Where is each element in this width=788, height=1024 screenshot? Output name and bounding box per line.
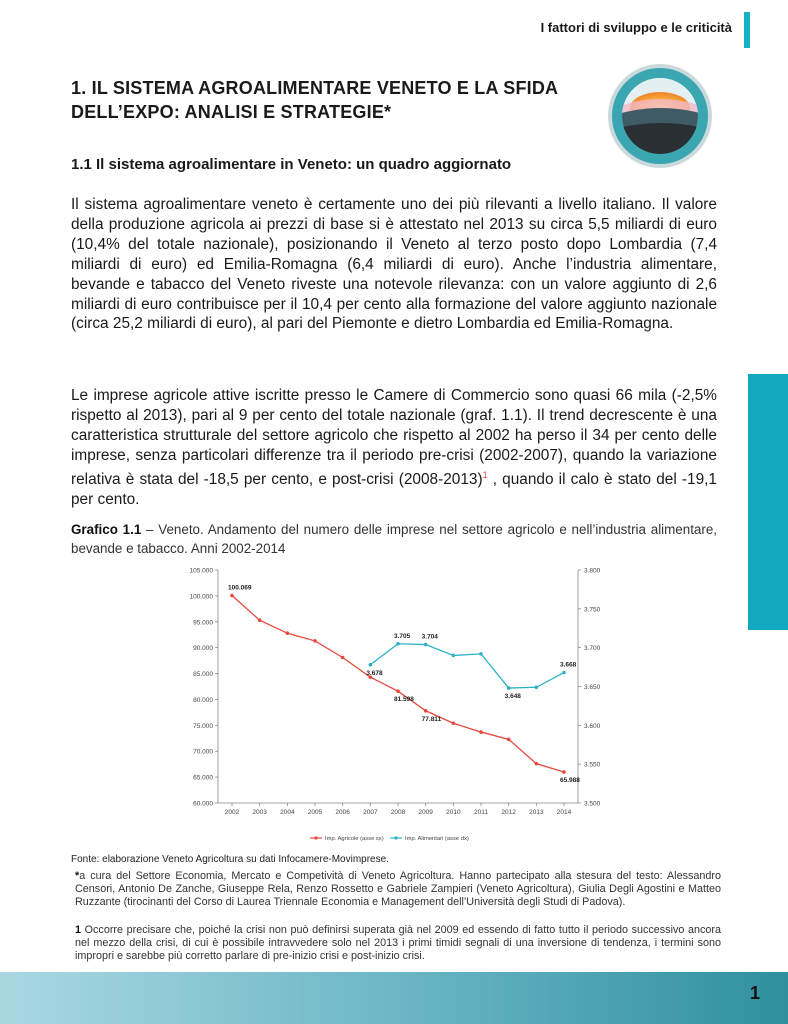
y-left-tick-label: 65.000 <box>193 774 213 782</box>
data-label: 3.705 <box>394 632 411 640</box>
footnote-ref-1[interactable]: 1 <box>482 469 488 480</box>
y-right-tick-label: 3.600 <box>584 722 600 730</box>
series-2-point <box>562 671 566 675</box>
data-label: 65.988 <box>560 776 580 784</box>
x-tick-label: 2002 <box>224 809 240 816</box>
data-label: 100.069 <box>228 584 252 592</box>
page-title: 1. IL SISTEMA AGROALIMENTARE VENETO E LA SFIDA DELL’EXPO: ANALISI E STRATEGIE* <box>71 78 558 122</box>
series-1-point <box>286 631 290 635</box>
series-line-2 <box>370 644 564 688</box>
chart-caption <box>71 520 717 558</box>
x-tick-label: 2012 <box>501 809 516 816</box>
y-left-tick-label: 90.000 <box>193 645 213 653</box>
series-1-point <box>341 656 345 660</box>
series-line-1 <box>232 596 564 772</box>
y-right-tick-label: 3.700 <box>584 645 600 653</box>
y-right-tick-label: 3.550 <box>584 761 600 769</box>
x-tick-label: 2003 <box>252 809 267 816</box>
sunset-logo-icon <box>606 62 714 170</box>
x-tick-label: 2004 <box>280 809 295 816</box>
y-left-tick-label: 85.000 <box>193 671 213 679</box>
series-2-point <box>424 643 428 647</box>
y-right-tick-label: 3.500 <box>584 800 600 808</box>
y-right-tick-label: 3.650 <box>584 684 600 691</box>
series-2-point <box>452 654 456 658</box>
chart-caption-label: Grafico 1.1 <box>71 522 142 537</box>
series-2-point <box>507 686 511 690</box>
series-2-point <box>479 652 483 656</box>
series-1-point <box>424 709 428 713</box>
y-left-tick-label: 100.000 <box>189 593 213 601</box>
series-2-point <box>396 642 400 646</box>
y-left-tick-label: 80.000 <box>193 696 213 704</box>
chart-source: Fonte: elaborazione Veneto Agricoltura su dati Infocamere-Movimprese. <box>71 854 389 865</box>
footnote-1 <box>75 924 721 964</box>
x-tick-label: 2008 <box>390 809 406 816</box>
series-1-point <box>479 730 483 734</box>
data-label: 3.704 <box>421 633 438 641</box>
x-tick-label: 2009 <box>418 809 433 816</box>
series-1-point <box>507 738 511 742</box>
side-accent-tab <box>748 374 788 630</box>
legend-marker-1 <box>314 836 317 839</box>
data-label: 3.648 <box>504 693 521 701</box>
paragraph-2 <box>71 386 717 510</box>
x-tick-label: 2007 <box>363 809 378 816</box>
footnote-star <box>75 870 721 910</box>
chart-caption-text: – Veneto. Andamento del numero delle imprese nel settore agricolo e nell’industria alimentare, bevande e tabacco. Anni 2002-2014 <box>71 522 718 556</box>
y-right-tick-label: 3.800 <box>584 567 600 575</box>
series-1-point <box>313 639 317 643</box>
y-right-tick-label: 3.750 <box>584 606 600 614</box>
data-label: 3.678 <box>366 669 383 677</box>
paragraph-2-end: , quando il calo è stato del -19,1 per cento. <box>71 470 717 508</box>
line-chart <box>160 560 600 850</box>
footnote-1-mark: 1 <box>75 924 82 936</box>
x-tick-label: 2013 <box>529 809 544 816</box>
y-left-tick-label: 75.000 <box>193 722 213 730</box>
page-number: 1 <box>749 983 760 1003</box>
y-left-tick-label: 95.000 <box>193 619 213 627</box>
series-1-point <box>396 689 400 693</box>
legend-label-1: Imp. Agricole (asse sx) <box>325 836 384 843</box>
y-left-tick-label: 70.000 <box>193 748 213 756</box>
series-2-point <box>535 685 539 689</box>
header-accent-bar <box>744 12 750 48</box>
series-1-point <box>452 721 456 725</box>
series-2-point <box>369 663 373 667</box>
data-label: 81.598 <box>394 696 414 704</box>
x-tick-label: 2010 <box>446 809 461 816</box>
footnote-star-mark: * <box>75 870 80 882</box>
section-header: I fattori di sviluppo e le criticità <box>540 20 732 35</box>
x-tick-label: 2005 <box>307 809 323 816</box>
footnote-1-text: Occorre precisare che, poiché la crisi non può definirsi superata già nel 2009 ed essendo di fatto tutto il periodo successivo ancora nel mezzo della crisi, di cui è possibile intravvedere solo nel 2013 i primi timidi segnali di una inversione di tendenza, i termini sono impropri e sarebbe più corretto parlare di pre-inizio crisi e post-inizio crisi. <box>75 924 721 963</box>
y-left-tick-label: 105.000 <box>189 567 213 575</box>
x-tick-label: 2006 <box>335 809 350 816</box>
legend-marker-2 <box>394 836 397 839</box>
footer-band <box>0 972 788 1024</box>
section-subtitle: 1.1 Il sistema agroalimentare in Veneto: un quadro aggiornato <box>71 156 512 173</box>
footnote-star-text: a cura del Settore Economia, Mercato e Competività di Veneto Agricoltura. Hanno partecipato alla stesura del testo: Alessandro Censori, Antonio De Zanche, Giuseppe Rela, Renzo Rossetto e Gabriele Zampieri (Veneto Agricoltura), Giulia Degli Agostini e Matteo Ruzzante (tirocinanti del Corso di Laurea Triennale Economia e Management dell’Università degli Studi di Padova). <box>75 870 721 909</box>
paragraph-2-text: Le imprese agricole attive iscritte presso le Camere di Commercio sono quasi 66 mila (-2,5% rispetto al 2013), pari al 9 per cento del totale nazionale (graf. 1.1). Il trend decrescente è una caratteristica strutturale del settore agricolo che rispetto al 2002 ha perso il 34 per cento delle imprese, senza particolari differenze tra il periodo pre-crisi (2002-2007), quando la variazione relativa è stata del -18,5 per cento, e post-crisi (2008-2013) <box>71 387 717 488</box>
series-1-point <box>535 762 539 766</box>
data-label: 77.811 <box>421 715 442 723</box>
x-tick-label: 2014 <box>556 809 572 816</box>
paragraph-1: Il sistema agroalimentare veneto è certamente uno dei più rilevanti a livello italiano. Il valore della produzione agricola ai prezzi di base si è attestato nel 2013 su circa 5,5 miliardi di euro (10,4% del totale nazionale), posizionando il Veneto al terzo posto dopo Lombardia (7,4 miliardi di euro) ed Emilia-Romagna (6,4 miliardi di euro). Anche l’industria alimentare, bevande e tabacco del Veneto riveste una notevole rilevanza: con un valore aggiunto di 2,6 miliardi di euro contribuisce per il 10,4 per cento alla formazione del valore aggiunto nazionale (circa 25,2 miliardi di euro), al pari del Piemonte e dietro Lombardia ed Emilia-Romagna. <box>71 196 717 333</box>
legend-label-2: Imp. Alimentari (asse dx) <box>405 836 469 843</box>
series-1-point <box>562 770 566 774</box>
series-1-point <box>230 594 234 598</box>
x-tick-label: 2011 <box>474 809 488 816</box>
series-1-point <box>258 618 262 622</box>
data-label: 3.668 <box>560 661 577 669</box>
y-left-tick-label: 60.000 <box>193 800 213 808</box>
